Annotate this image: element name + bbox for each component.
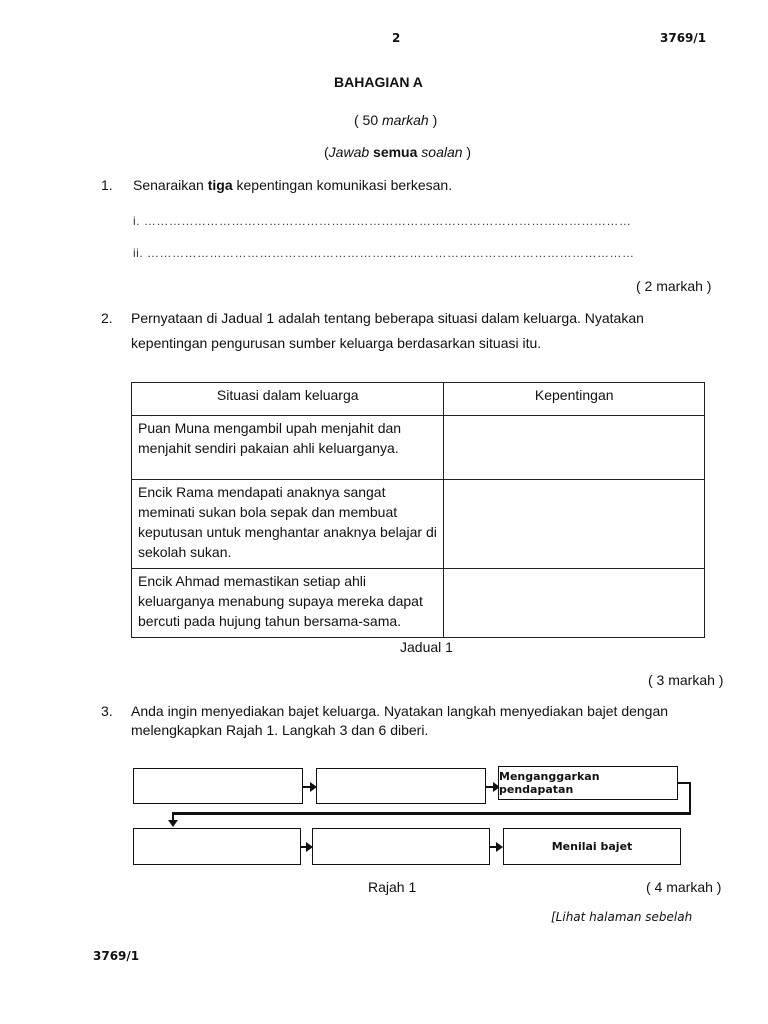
step5-answer-box[interactable] xyxy=(312,828,490,865)
connector-down xyxy=(689,782,691,814)
step2-answer-box[interactable] xyxy=(316,768,486,804)
diagram-caption: Rajah 1 xyxy=(368,879,417,895)
page-number: 2 xyxy=(392,31,401,45)
q1-answer-line-i: i. ……………………………………………………………………………………………………… xyxy=(133,214,632,228)
table-row xyxy=(132,480,705,569)
connector-horizontal xyxy=(172,812,691,815)
q1-text: Senaraikan tiga kepentingan komunikasi berkesan. xyxy=(133,177,453,193)
arrow-step1-to-step2 xyxy=(303,786,311,788)
step6-box: Menilai bajet xyxy=(503,828,681,865)
table-row xyxy=(132,569,705,638)
q1-answer-line-ii: ii. ……………………………………………………………………………………………………… xyxy=(133,246,635,260)
footer-paper-code: 3769/1 xyxy=(93,949,140,963)
q3-text-line2: melengkapkan Rajah 1. Langkah 3 dan 6 diberi. xyxy=(131,722,429,738)
table-caption: Jadual 1 xyxy=(400,639,453,655)
q2-text-line2: kepentingan pengurusan sumber keluarga berdasarkan situasi itu. xyxy=(131,335,542,351)
situasi-cell: Encik Ahmad memastikan setiap ahli keluarganya menabung supaya mereka dapat bercuti pada hujung tahun bersama-sama. xyxy=(132,569,444,638)
table-header-row xyxy=(132,383,705,416)
jadual-1-table xyxy=(131,382,705,638)
step4-answer-box[interactable] xyxy=(133,828,301,865)
q2-number: 2. xyxy=(101,310,113,326)
q1-marks: ( 2 markah ) xyxy=(636,278,712,294)
arrow-step2-to-step3 xyxy=(486,786,494,788)
q3-number: 3. xyxy=(101,703,113,719)
q1-number: 1. xyxy=(101,177,113,193)
kepentingan-answer-cell[interactable] xyxy=(444,480,705,569)
section-marks: ( 50 markah ) xyxy=(354,112,438,128)
q3-text-line1: Anda ingin menyediakan bajet keluarga. Nyatakan langkah menyediakan bajet dengan xyxy=(131,703,669,719)
arrow-down-icon xyxy=(168,820,178,827)
situasi-cell: Puan Muna mengambil upah menjahit dan menjahit sendiri pakaian ahli keluarganya. xyxy=(132,416,444,480)
table-row xyxy=(132,416,705,480)
table-header-situasi: Situasi dalam keluarga xyxy=(132,383,444,416)
next-page-note: [Lihat halaman sebelah xyxy=(551,910,693,924)
step1-answer-box[interactable] xyxy=(133,768,303,804)
section-title: BAHAGIAN A xyxy=(334,74,423,90)
section-instruction: (Jawab semua soalan ) xyxy=(324,144,472,160)
q2-marks: ( 3 markah ) xyxy=(648,672,724,688)
arrow-step5-to-step6 xyxy=(490,846,497,848)
paper-code: 3769/1 xyxy=(660,31,707,45)
arrow-step4-to-step5 xyxy=(301,846,307,848)
q3-marks: ( 4 markah ) xyxy=(646,879,722,895)
table-header-kepentingan: Kepentingan xyxy=(444,383,705,416)
step3-box: Menganggarkan pendapatan xyxy=(498,766,678,800)
situasi-cell: Encik Rama mendapati anaknya sangat meminati sukan bola sepak dan membuat keputusan untuk menghantar anaknya belajar di sekolah sukan. xyxy=(132,480,444,569)
kepentingan-answer-cell[interactable] xyxy=(444,569,705,638)
kepentingan-answer-cell[interactable] xyxy=(444,416,705,480)
q2-text-line1: Pernyataan di Jadual 1 adalah tentang beberapa situasi dalam keluarga. Nyatakan xyxy=(131,310,644,326)
